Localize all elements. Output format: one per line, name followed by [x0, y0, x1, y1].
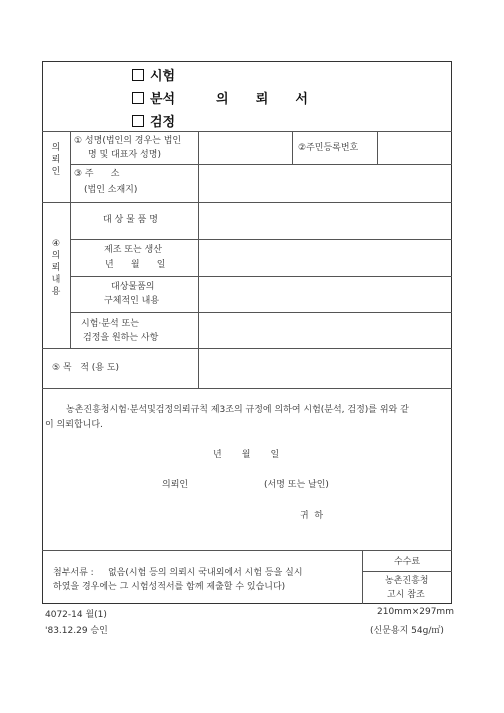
purpose-label: ⑤ 목 적 (용 도)	[52, 363, 120, 373]
divider	[70, 131, 71, 348]
production-date-field[interactable]	[199, 240, 451, 275]
address-label-line2: (법인 소재지)	[84, 185, 138, 195]
recipient-label: 귀 하	[300, 511, 324, 521]
item-name-field[interactable]	[199, 203, 451, 238]
paper-type: (신문용지 54g/㎡)	[370, 626, 444, 636]
option-analysis-label: 분석	[150, 92, 176, 107]
form-title: 의 뢰 서	[216, 92, 308, 107]
paper-size: 210mm×297mm	[377, 607, 454, 617]
id-number-label: ②주민등록번호	[298, 143, 359, 153]
item-name-label: 대 상 물 품 명	[103, 215, 158, 225]
address-label-line1: ③ 주 소	[74, 169, 120, 179]
approval-date: '83.12.29 승인	[45, 626, 108, 636]
option-inspection[interactable]	[132, 111, 175, 130]
name-label-line1: ① 성명(법인의 경우는 법인	[74, 136, 182, 146]
form-number: 4072-14 월(1)	[45, 610, 107, 620]
request-date: 년 월 일	[213, 450, 280, 460]
desired-field[interactable]	[199, 313, 451, 347]
name-field[interactable]	[199, 132, 291, 163]
detail-field[interactable]	[199, 277, 451, 311]
request-section-label: ④ 의 뢰 내 용	[51, 239, 61, 297]
fee-value-line2: 고시 참조	[387, 590, 425, 600]
option-inspection-label: 검정	[150, 115, 176, 130]
name-label-line2: 명 및 대표자 성명)	[88, 150, 161, 160]
detail-label-line2: 구체적인 내용	[104, 296, 160, 306]
desired-label-line2: 검정을 원하는 사항	[83, 333, 159, 343]
id-number-field[interactable]	[378, 132, 451, 163]
divider	[42, 550, 452, 551]
divider	[292, 131, 293, 164]
requester-section-label: 의뢰인	[51, 143, 61, 177]
purpose-field[interactable]	[199, 349, 451, 387]
production-date-label-line1: 제조 또는 생산	[104, 245, 162, 255]
divider	[362, 550, 363, 604]
address-field[interactable]	[199, 165, 451, 201]
divider	[42, 388, 452, 389]
option-test[interactable]	[132, 65, 175, 84]
attachment-line2: 하였을 경우에는 그 시험성적서를 함께 제출할 수 있습니다)	[53, 582, 286, 592]
requester-sign-label: 의뢰인	[162, 480, 189, 490]
fee-label: 수수료	[394, 557, 421, 567]
option-test-label: 시험	[150, 69, 176, 84]
attachment-line1: 첨부서류 : 없음(시험 등의 의뢰시 국내외에서 시험 등을 실시	[53, 568, 303, 578]
option-analysis[interactable]	[132, 88, 175, 107]
checkbox-analysis[interactable]	[132, 92, 144, 104]
signature-placeholder: (서명 또는 날인)	[264, 480, 329, 490]
statement-line1: 농촌진흥청시험·분석및검정의뢰규칙 제3조의 규정에 의하여 시험(분석, 검정)를 위와 같	[66, 405, 409, 415]
statement-line2: 이 의뢰합니다.	[45, 420, 103, 430]
checkbox-test[interactable]	[132, 69, 144, 81]
checkbox-inspection[interactable]	[132, 115, 144, 127]
divider	[362, 571, 452, 572]
detail-label-line1: 대상물품의	[111, 282, 155, 292]
fee-value-line1: 농촌진흥청	[385, 576, 429, 586]
desired-label-line1: 시험·분석 또는	[81, 319, 139, 329]
production-date-label-line2: 년 월 일	[105, 260, 166, 270]
